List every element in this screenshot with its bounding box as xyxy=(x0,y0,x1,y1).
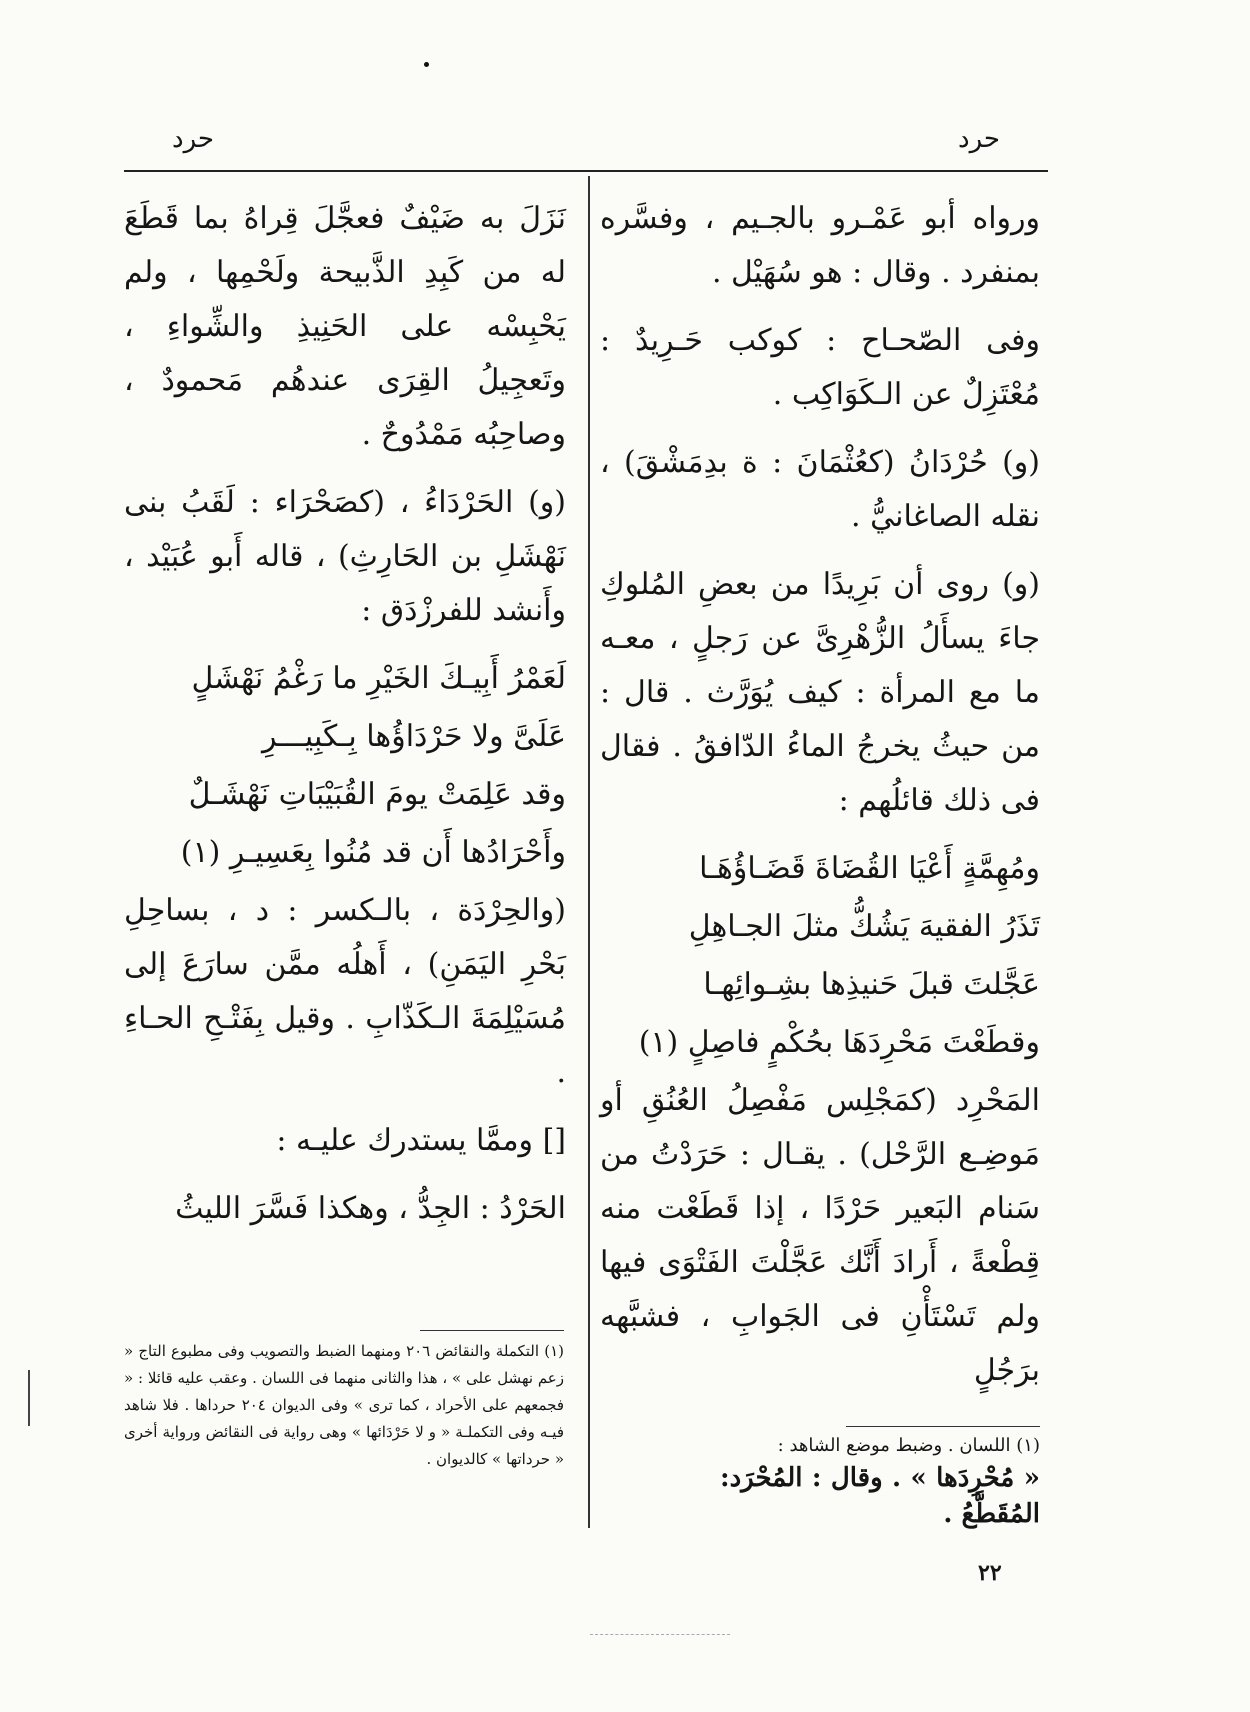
paragraph: نَزَلَ به ضَيْفٌ فعجَّلَ قِراهُ بما قَطَعَ له من كَبِدِ الذَّبيحة ولَحْمِها ، ولم يَحْبِسْه على الحَنِيذِ والشِّواءِ ، وتَعجِيلُ القِرَى عندهُم مَحمودٌ ، وصاحِبُه مَمْدُوحٌ . xyxy=(124,201,566,452)
paragraph: [] وممَّا يستدرك عليـه : xyxy=(276,1123,566,1158)
verse-line: وأَحْرَادُها أَن قد مُنُوا بِعَسِيـرِ (١) xyxy=(180,835,566,870)
paragraph: (و) روى أن بَرِيدًا من بعضِ المُلوكِ جاءَ يسأَلُ الزُّهْرِىَّ عن رَجلٍ ، معـه ما مع المرأة : كيف يُوَرَّث . قال : من حيثُ يخرجُ الماءُ الدّافقُ . فقال فى ذلك قائلُهم : xyxy=(600,567,1040,818)
ink-dot xyxy=(424,62,429,67)
paragraph: المَحْرِد (كمَجْلِس مَفْصِلُ العُنُقِ أو مَوضِـع الرَّحْل) . يقـال : حَرَدْتُ من سَنام البَعير حَرْدًا ، إذا قَطَعْت منه قِطْعةً ، أَرادَ أَنَّك عَجَّلْتَ الفَتْوَى فيها ولم تَسْتَأْنِ فى الجَوابِ ، فشبَّهه برَجُلٍ xyxy=(600,1083,1040,1388)
paragraph: (و) حُرْدَانُ (كعُثْمَانَ : ة بدِمَشْقَ) ، نقله الصاغانيُّ . xyxy=(600,445,1040,534)
paragraph: وفى الصّحـاح : كوكب حَـرِيدٌ : مُعْتَزِلٌ عن الـكَوَاكِب . xyxy=(600,323,1040,412)
running-header-right: حرد xyxy=(958,124,1000,154)
paragraph: (والحِرْدَة ، بالـكسر : د ، بساحِلِ بَحْرِ اليَمَنِ) ، أَهلُه ممَّن سارَعَ إلى مُسَيْلِمَةَ الـكَذّابِ . وقيل بِفَتْـحِ الحـاءِ . xyxy=(124,893,566,1090)
paragraph: ورواه أبو عَمْـرو بالجـيم ، وفسَّره بمنفرد . وقال : هو سُهَيْل . xyxy=(600,201,1040,290)
footnote-left: (١) التكملة والنقائض ٢٠٦ ومنهما الضبط والتصويب وفى مطبوع التاج « زعم نهشل على » ، هذا والثانى منهما فى اللسان . وعقب عليه قائلا : « فجمعهم على الأحراد ، كما ترى » وفى الديوان ٢٠٤ حرداها . فلا شاهد فيـه وفى التكملـة « و لا حَرْدَائها » وهى رواية فى النقائض ورواية أخرى « حرداتها » كالديوان . xyxy=(124,1342,565,1468)
column-divider xyxy=(588,176,590,1528)
footnote-rule-left xyxy=(420,1330,564,1331)
paragraph: الحَرْدُ : الجِدُّ ، وهكذا فَسَّرَ الليثُ xyxy=(175,1191,566,1226)
verse-line: وقد عَلِمَتْ يومَ القُبَيْبَاتِ نَهْشَـلٌ xyxy=(188,777,566,812)
verse-line: لَعَمْرُ أَبِيـكَ الخَيْرِ ما رَغْمُ نَهْشَلٍ xyxy=(191,661,566,696)
page-number: ٢٢ xyxy=(978,1560,1002,1586)
footnote-right xyxy=(720,1432,1040,1532)
scan-artifact-line xyxy=(590,1634,730,1635)
footnote-line: (١) اللسان . وضبط موضع الشاهد : xyxy=(777,1435,1040,1456)
right-column xyxy=(600,192,1040,1412)
footnote-line: « مُحْرِدَها » . وقال : المُحْرَد: المُقَطَّعُ . xyxy=(720,1463,1040,1529)
verse-line: عَلَىَّ ولا حَرْدَاؤُها بِـكَبِيـــرِ xyxy=(261,719,566,754)
footnote-rule-right xyxy=(846,1426,1040,1427)
margin-mark xyxy=(28,1370,30,1426)
verse-line: وقطَعْتَ مَحْرِدَهَا بحُكْمٍ فاصِلٍ (١) xyxy=(638,1025,1040,1060)
verse-line: ومُهِمَّةٍ أَعْيَا القُضَاةَ قَضَـاؤُهَـا xyxy=(699,851,1040,886)
left-column xyxy=(124,192,566,1250)
running-header-left: حرد xyxy=(172,124,214,154)
verse-line: عَجَّلتَ قبلَ حَنيذِها بشِـوائِهـا xyxy=(703,967,1040,1002)
paragraph: (و) الحَرْدَاءُ ، (كصَحْرَاء : لَقَبُ بنى نَهْشَلِ بن الحَارِثِ) ، قاله أَبو عُبَيْد ، وأَنشد للفرزْدَق : xyxy=(124,485,566,628)
verse-line: تَذَرُ الفقيهَ يَشُكُّ مثلَ الجـاهِلِ xyxy=(688,909,1040,944)
header-rule xyxy=(124,170,1048,172)
